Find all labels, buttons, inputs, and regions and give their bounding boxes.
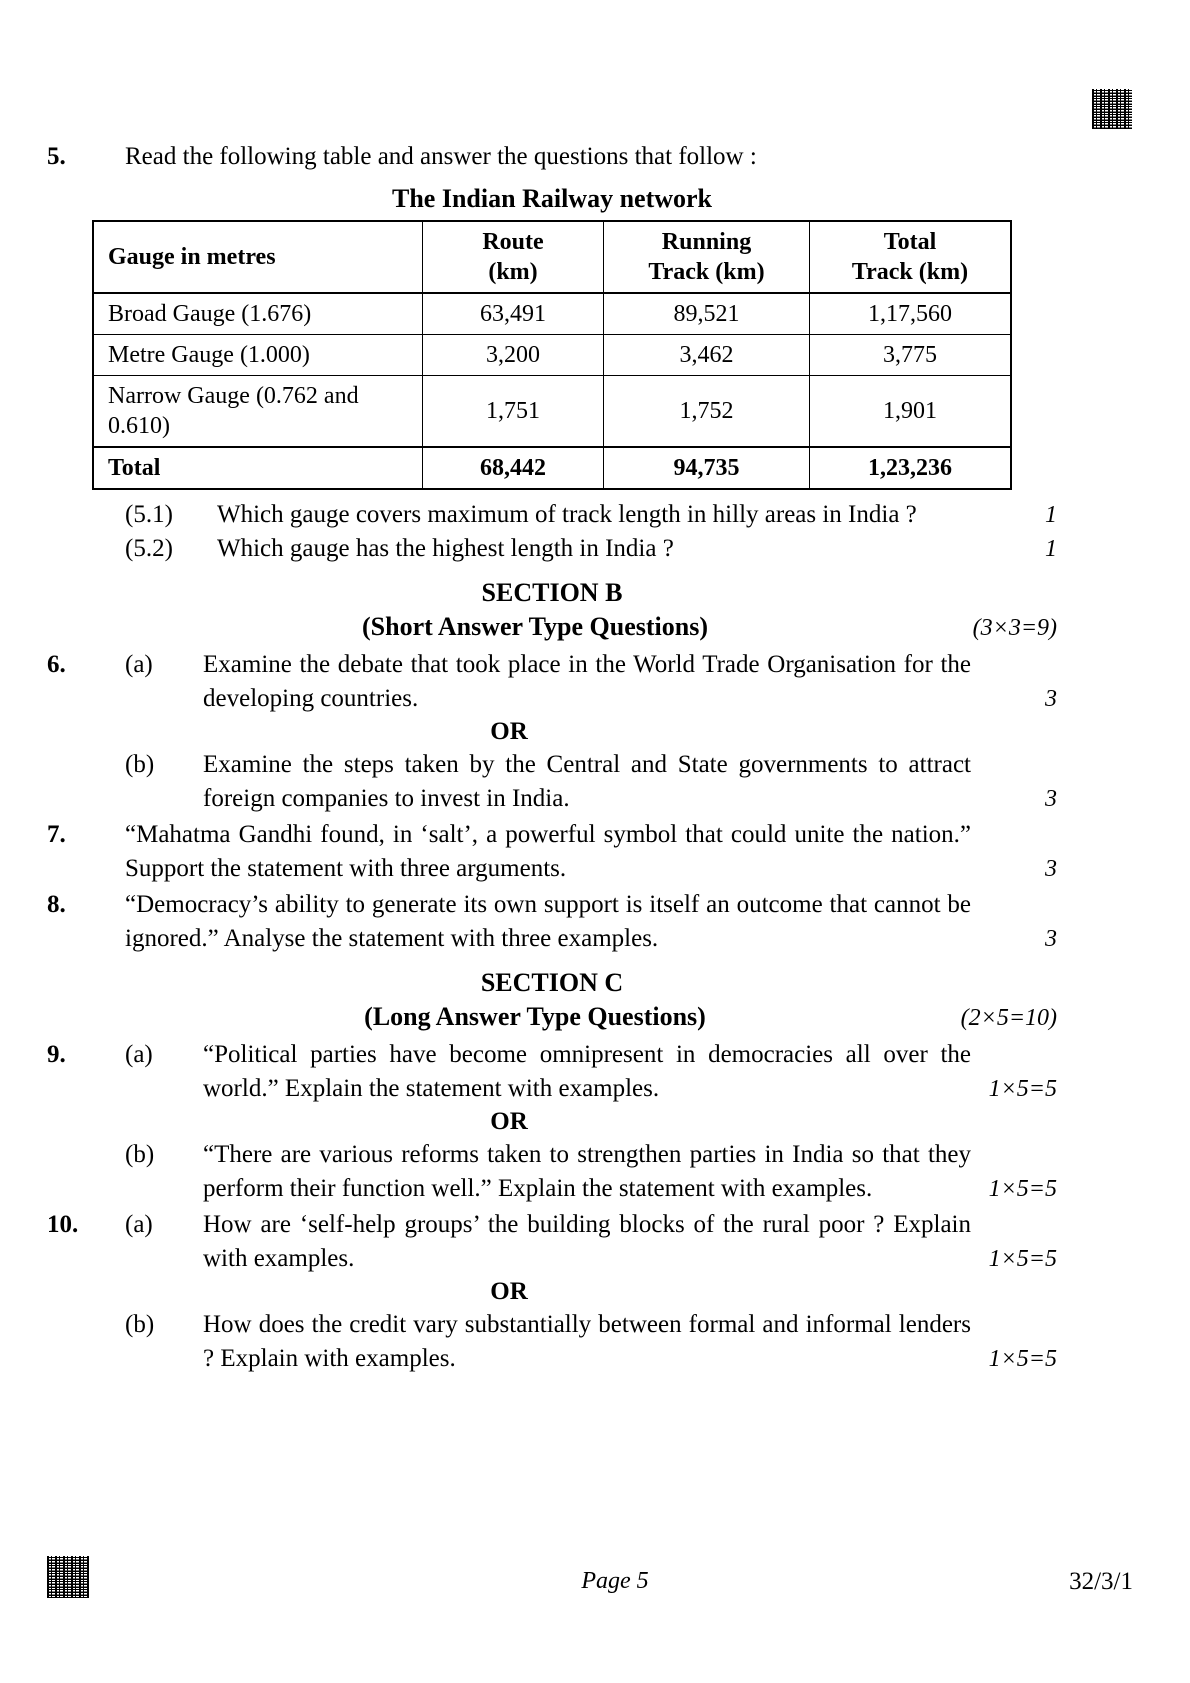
section-c-subtitle-row [47, 1002, 1057, 1032]
question-5-2 [47, 532, 1057, 566]
question-5-2-marks: 1 [1045, 536, 1057, 562]
column-header-route-line1: Route [482, 229, 544, 255]
question-10-a-label: (a) [125, 1211, 153, 1238]
table-total-row [93, 447, 1011, 489]
column-header-route [423, 221, 604, 293]
question-6-or: OR [490, 718, 528, 745]
question-10-or: OR [490, 1278, 528, 1305]
cell-total-label: Total [93, 447, 423, 489]
question-9-option-b [47, 1138, 1057, 1206]
cell-total: 3,775 [810, 335, 1012, 376]
question-9-b-label: (b) [125, 1141, 155, 1168]
question-9-or: OR [490, 1108, 528, 1135]
column-header-running [604, 221, 810, 293]
question-8-text: “Democracy’s ability to generate its own support is itself an outcome that cannot be ignored.” Analyse the statement with three examples. [125, 891, 971, 952]
question-8-number: 8. [47, 891, 66, 918]
question-9-number: 9. [47, 1041, 66, 1068]
question-9-b-marks: 1×5=5 [988, 1176, 1057, 1202]
question-5-1-label: (5.1) [125, 501, 173, 528]
section-b-subtitle-row [47, 612, 1057, 642]
question-10-option-b [47, 1308, 1057, 1376]
footer-page-number: Page 5 [581, 1568, 649, 1594]
column-header-running-line1: Running [661, 229, 752, 255]
cell-total-running: 94,735 [604, 447, 810, 489]
question-5-2-label: (5.2) [125, 535, 173, 562]
question-5-number: 5. [47, 143, 66, 170]
table-title: The Indian Railway network [392, 184, 712, 213]
cell-gauge-label: Metre Gauge (1.000) [93, 335, 423, 376]
cell-gauge-label: Broad Gauge (1.676) [93, 293, 423, 335]
question-5-2-text: Which gauge has the highest length in India ? [217, 535, 674, 562]
question-6-option-b [47, 748, 1057, 816]
section-b-subtitle: (Short Answer Type Questions) [362, 612, 708, 641]
question-9-a-text: “Political parties have become omnipresent in democracies all over the world.” Explain the statement with examples. [203, 1041, 971, 1102]
cell-total: 1,901 [810, 376, 1012, 448]
question-10-a-text: How are ‘self-help groups’ the building blocks of the rural poor ? Explain with examples. [203, 1211, 971, 1272]
column-header-total-line2: Track (km) [851, 259, 969, 285]
question-9-a-label: (a) [125, 1041, 153, 1068]
question-6-b-label: (b) [125, 751, 155, 778]
table-header-row [93, 221, 1011, 293]
table-row [93, 376, 1011, 448]
cell-route: 3,200 [423, 335, 604, 376]
cell-running: 89,521 [604, 293, 810, 335]
table-row [93, 335, 1011, 376]
question-10 [47, 1208, 1057, 1276]
column-header-total-line1: Total [883, 229, 937, 255]
question-7-number: 7. [47, 821, 66, 848]
column-header-gauge: Gauge in metres [93, 221, 423, 293]
question-8 [47, 888, 1057, 956]
cell-total: 1,17,560 [810, 293, 1012, 335]
cell-running: 3,462 [604, 335, 810, 376]
question-9-b-text: “There are various reforms taken to strengthen parties in India so that they perform their function well.” Explain the statement with examples. [203, 1141, 971, 1202]
question-5-1-text: Which gauge covers maximum of track length in hilly areas in India ? [217, 501, 917, 528]
question-9-a-marks: 1×5=5 [988, 1076, 1057, 1102]
question-5 [47, 140, 1057, 174]
question-7-text: “Mahatma Gandhi found, in ‘salt’, a powerful symbol that could unite the nation.” Support the statement with three arguments. [125, 821, 971, 882]
section-b-marks: (3×3=9) [972, 615, 1057, 641]
section-b-title: SECTION B [481, 578, 623, 607]
cell-gauge-label: Narrow Gauge (0.762 and 0.610) [93, 376, 423, 448]
question-6-a-label: (a) [125, 651, 153, 678]
footer-paper-code: 32/3/1 [1069, 1567, 1133, 1595]
cell-route: 1,751 [423, 376, 604, 448]
question-10-b-text: How does the credit vary substantially between formal and informal lenders ? Explain with examples. [203, 1311, 971, 1372]
section-c-marks: (2×5=10) [960, 1005, 1057, 1031]
question-6 [47, 648, 1057, 716]
question-10-b-label: (b) [125, 1311, 155, 1338]
question-6-number: 6. [47, 651, 66, 678]
column-header-running-line2: Track (km) [648, 259, 765, 285]
question-5-1 [47, 498, 1057, 532]
question-8-marks: 3 [1045, 926, 1057, 952]
table-row [93, 293, 1011, 335]
section-c-title: SECTION C [480, 968, 624, 997]
question-10-number: 10. [47, 1211, 79, 1238]
cell-total-total: 1,23,236 [810, 447, 1012, 489]
cell-route: 63,491 [423, 293, 604, 335]
section-c-subtitle: (Long Answer Type Questions) [364, 1002, 706, 1031]
question-5-1-marks: 1 [1045, 502, 1057, 528]
question-6-b-marks: 3 [1045, 786, 1057, 812]
question-10-b-marks: 1×5=5 [988, 1346, 1057, 1372]
question-6-b-text: Examine the steps taken by the Central and State governments to attract foreign companies to invest in India. [203, 751, 971, 812]
cell-total-route: 68,442 [423, 447, 604, 489]
question-6-a-marks: 3 [1045, 686, 1057, 712]
question-7 [47, 818, 1057, 886]
question-7-marks: 3 [1045, 856, 1057, 882]
question-6-a-text: Examine the debate that took place in the World Trade Organisation for the developing countries. [203, 651, 971, 712]
railway-table [92, 220, 1012, 490]
qr-code-icon [1091, 88, 1133, 130]
question-10-a-marks: 1×5=5 [988, 1246, 1057, 1272]
page-content [47, 140, 1057, 1378]
question-5-stem: Read the following table and answer the questions that follow : [125, 143, 757, 170]
question-9 [47, 1038, 1057, 1106]
cell-running: 1,752 [604, 376, 810, 448]
page-footer [0, 1568, 1190, 1595]
column-header-total [810, 221, 1012, 293]
column-header-route-line2: (km) [488, 259, 538, 285]
